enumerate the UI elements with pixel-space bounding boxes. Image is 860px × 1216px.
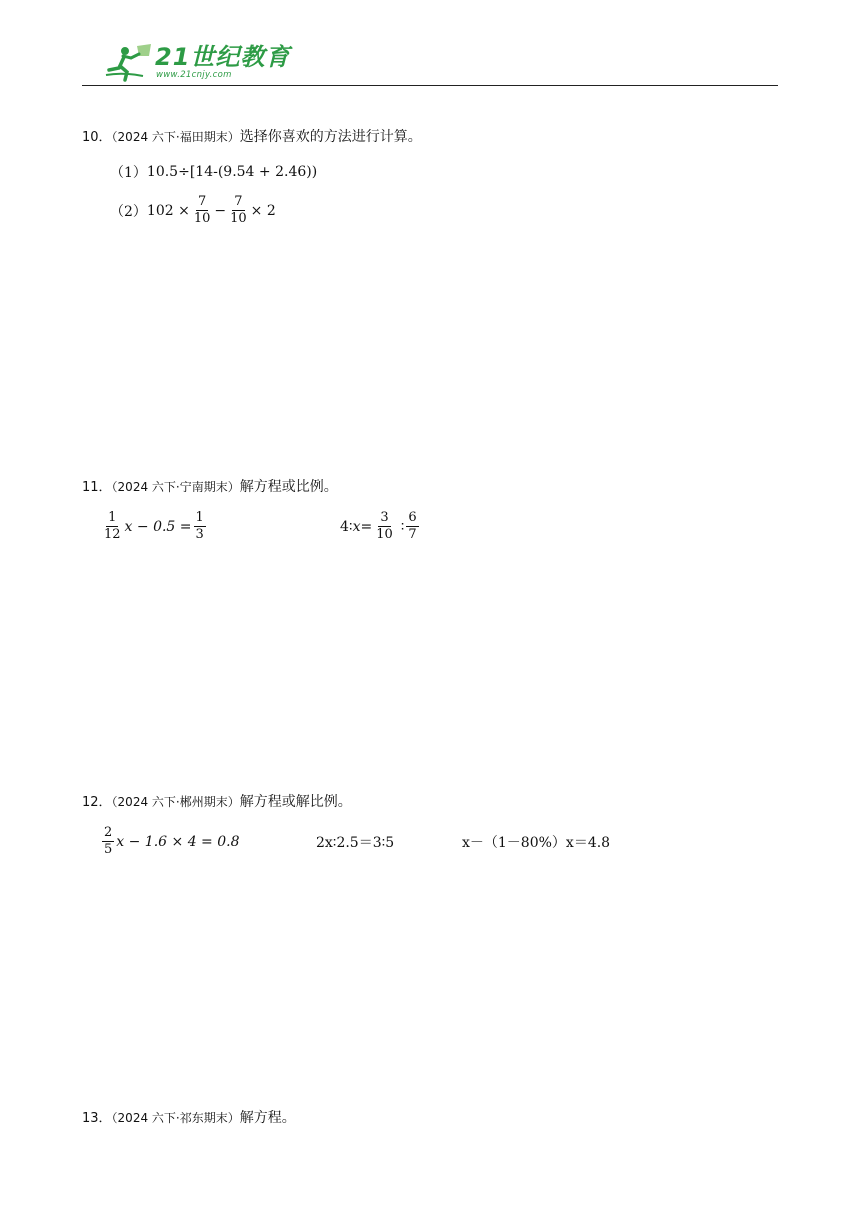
question-prompt: 解方程。 [239,1110,296,1126]
numerator: 3 [380,510,389,525]
question-12-item-2 [316,832,394,852]
item-label: （1） [110,165,147,181]
question-13-title [82,1109,296,1128]
numerator: 2 [104,825,113,840]
fraction [374,511,395,542]
numerator: 6 [408,510,417,525]
question-11-title [82,478,338,497]
question-source: （2024 六下·福田期末） [111,130,240,144]
question-12-title [82,793,352,812]
question-source: （2024 六下·宁南期末） [111,480,240,494]
denominator: 5 [104,842,113,857]
item-label: （2） [110,203,147,220]
question-number: 12． [82,795,112,810]
question-source: （2024 六下·祁东期末） [111,1111,240,1125]
denominator: 7 [408,527,417,542]
item-expression: 10.5÷[14-(9.54 + 2.46)) [146,164,318,180]
question-11-item-1 [100,511,208,542]
question-prompt: 解方程或解比例。 [239,794,352,810]
question-10-item-1 [110,162,317,182]
expr-part: 4∶ [340,518,353,535]
operator: − [214,202,227,219]
numerator: 1 [195,510,204,525]
logo-text: 21世纪教育 [155,43,291,71]
ratio-colon: ∶ [400,518,405,535]
item-expression: 2x∶2.5＝3∶5 [316,835,395,851]
item-expression: x－（1－80%）x＝4.8 [462,835,611,851]
expr-part: × 2 [250,202,276,219]
question-12-item-3 [462,832,610,852]
denominator: 10 [376,527,393,542]
runner-logo-icon [103,42,153,82]
denominator: 10 [193,211,211,226]
fraction [192,195,213,226]
expr-part: x − 0.5 = [124,518,192,535]
denominator: 3 [195,527,204,542]
numerator: 7 [197,194,207,209]
question-source: （2024 六下·郴州期末） [111,795,240,809]
expr-part: 102 × [146,202,190,219]
question-10-title [82,128,422,147]
variable: x [352,518,361,535]
question-10-item-2 [110,195,276,226]
question-prompt: 解方程或比例。 [239,479,338,495]
fraction [406,511,418,542]
logo-url: www.21cnjy.com [156,70,232,80]
question-number: 10． [82,130,112,145]
logo [103,40,291,86]
equals: = [360,518,373,535]
header-divider [82,85,778,86]
denominator: 12 [104,527,121,542]
question-number: 13． [82,1111,112,1126]
fraction [102,826,114,857]
question-prompt: 选择你喜欢的方法进行计算。 [239,129,422,145]
numerator: 1 [108,510,117,525]
fraction [194,511,206,542]
question-12-item-1 [100,826,240,857]
fraction [102,511,123,542]
expr-part: x − 1.6 × 4 = 0.8 [116,833,240,850]
question-number: 11． [82,480,112,495]
denominator: 10 [230,211,247,226]
fraction [228,195,249,226]
numerator: 7 [234,194,243,209]
question-11-item-2 [340,511,421,542]
